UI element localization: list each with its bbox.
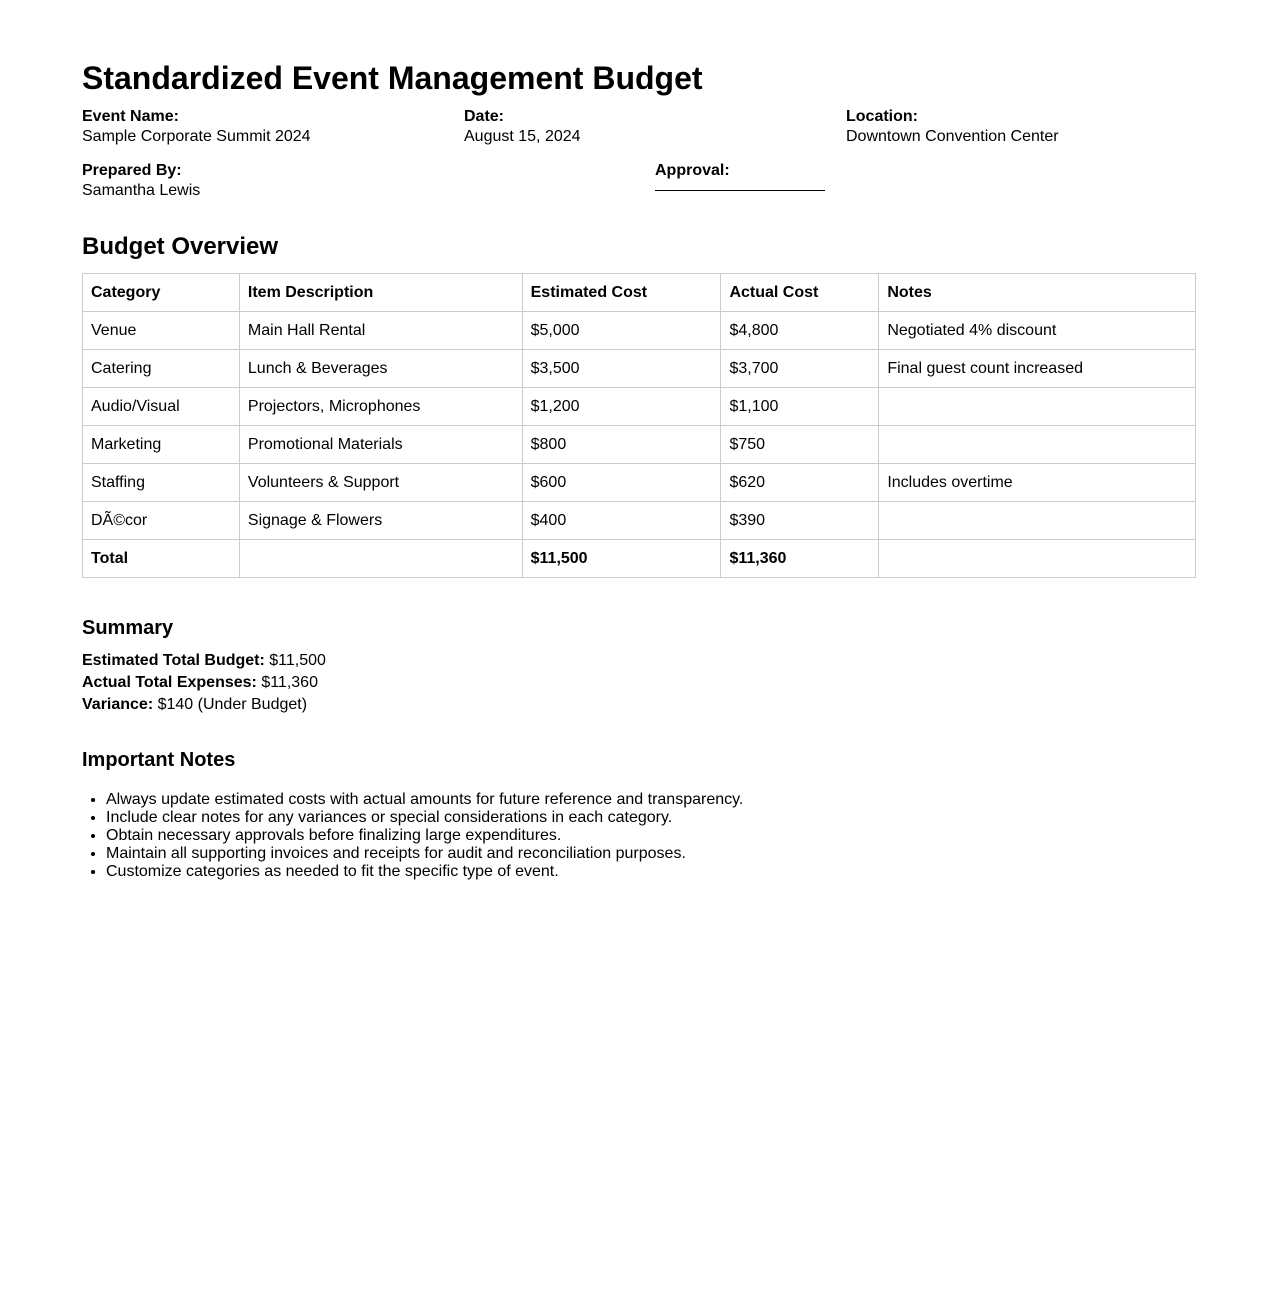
summary-estimated-line: [82, 650, 326, 672]
category-cell: DÃ©cor: [83, 502, 240, 540]
list-item: • Obtain necessary approvals before finalizing large expenditures.: [106, 827, 743, 845]
category-cell: Venue: [83, 312, 240, 350]
approval-field: [655, 161, 825, 191]
description-cell: Main Hall Rental: [239, 312, 522, 350]
notes-cell: [879, 426, 1196, 464]
notes-cell: [879, 388, 1196, 426]
table-row: [83, 388, 1196, 426]
list-item: • Always update estimated costs with actual amounts for future reference and transparency.: [106, 791, 743, 809]
category-cell: Audio/Visual: [83, 388, 240, 426]
estimated-cost-cell: $600: [522, 464, 721, 502]
table-row: [83, 464, 1196, 502]
actual-cost-cell: $4,800: [721, 312, 879, 350]
event-name-value: Sample Corporate Summit 2024: [82, 128, 311, 145]
notes-cell: Includes overtime: [879, 464, 1196, 502]
table-row: [83, 502, 1196, 540]
location-label: Location:: [846, 108, 918, 125]
date-field: [464, 107, 581, 147]
important-notes-heading: Important Notes: [82, 749, 236, 771]
table-header-row: [83, 274, 1196, 312]
category-cell: Staffing: [83, 464, 240, 502]
event-name-label: Event Name:: [82, 108, 179, 125]
estimated-cost-cell: $800: [522, 426, 721, 464]
description-cell: Promotional Materials: [239, 426, 522, 464]
actual-total-value: $11,360: [261, 674, 318, 691]
summary-actual-line: [82, 672, 326, 694]
estimated-total-value: $11,500: [269, 652, 326, 669]
description-cell: Lunch & Beverages: [239, 350, 522, 388]
actual-cost-cell: $620: [721, 464, 879, 502]
summary-block: [82, 650, 326, 716]
date-label: Date:: [464, 108, 505, 125]
budget-table: [82, 273, 1196, 578]
list-item: • Customize categories as needed to fit the specific type of event.: [106, 863, 743, 881]
table-row: [83, 350, 1196, 388]
notes-cell: Negotiated 4% discount: [879, 312, 1196, 350]
total-estimated-cost-cell: $11,500: [522, 540, 721, 578]
total-description-cell: [239, 540, 522, 578]
total-actual-cost-cell: $11,360: [721, 540, 879, 578]
estimated-total-label: Estimated Total Budget:: [82, 652, 265, 669]
actual-cost-cell: $3,700: [721, 350, 879, 388]
column-header-notes: Notes: [879, 274, 1196, 312]
estimated-cost-cell: $5,000: [522, 312, 721, 350]
budget-overview-heading: Budget Overview: [82, 233, 279, 260]
approval-signature-line: [655, 181, 825, 191]
summary-variance-line: [82, 694, 326, 716]
variance-value: $140 (Under Budget): [157, 696, 308, 713]
column-header-item-description: Item Description: [239, 274, 522, 312]
total-row: [83, 540, 1196, 578]
prepared-by-field: [82, 161, 200, 201]
actual-cost-cell: $390: [721, 502, 879, 540]
date-value: August 15, 2024: [464, 128, 581, 145]
location-value: Downtown Convention Center: [846, 128, 1059, 145]
actual-total-label: Actual Total Expenses:: [82, 674, 257, 691]
description-cell: Signage & Flowers: [239, 502, 522, 540]
total-notes-cell: [879, 540, 1196, 578]
list-item: • Include clear notes for any variances or special considerations in each category.: [106, 809, 743, 827]
variance-label: Variance:: [82, 696, 154, 713]
page-title: Standardized Event Management Budget: [82, 60, 703, 96]
list-item: • Maintain all supporting invoices and receipts for audit and reconciliation purposes.: [106, 845, 743, 863]
estimated-cost-cell: $1,200: [522, 388, 721, 426]
table-row: [83, 426, 1196, 464]
prepared-by-label: Prepared By:: [82, 162, 182, 179]
approval-label: Approval:: [655, 162, 730, 179]
column-header-estimated-cost: Estimated Cost: [522, 274, 721, 312]
category-cell: Catering: [83, 350, 240, 388]
description-cell: Volunteers & Support: [239, 464, 522, 502]
column-header-actual-cost: Actual Cost: [721, 274, 879, 312]
actual-cost-cell: $750: [721, 426, 879, 464]
notes-cell: Final guest count increased: [879, 350, 1196, 388]
summary-heading: Summary: [82, 617, 174, 639]
location-field: [846, 107, 1059, 147]
description-cell: Projectors, Microphones: [239, 388, 522, 426]
total-label-cell: Total: [83, 540, 240, 578]
prepared-by-value: Samantha Lewis: [82, 182, 201, 199]
approval-meta-row: [82, 161, 1196, 205]
notes-cell: [879, 502, 1196, 540]
important-notes-list: [82, 791, 743, 881]
table-row: [83, 312, 1196, 350]
event-name-field: [82, 107, 311, 147]
event-meta-row: [82, 107, 1196, 151]
actual-cost-cell: $1,100: [721, 388, 879, 426]
estimated-cost-cell: $400: [522, 502, 721, 540]
estimated-cost-cell: $3,500: [522, 350, 721, 388]
column-header-category: Category: [83, 274, 240, 312]
category-cell: Marketing: [83, 426, 240, 464]
